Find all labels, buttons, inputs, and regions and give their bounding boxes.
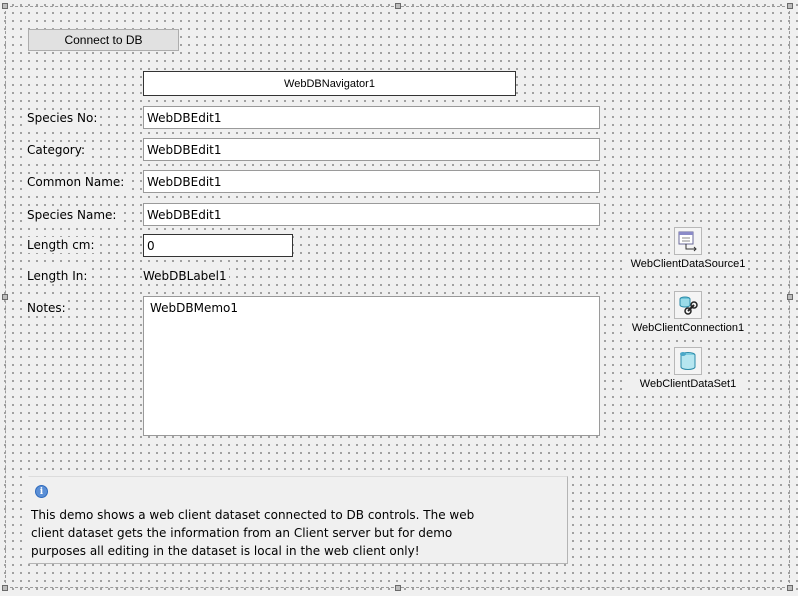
common-name-label: Common Name: (27, 175, 125, 189)
dataset-component[interactable] (628, 347, 748, 390)
connection-caption: WebClientConnection1 (628, 322, 748, 334)
datasource-icon (674, 227, 702, 255)
resize-handle-right[interactable] (787, 294, 793, 300)
species-no-label: Species No: (27, 111, 98, 125)
category-label: Category: (27, 143, 85, 157)
resize-handle-bottom-right[interactable] (787, 585, 793, 591)
connection-component[interactable] (628, 291, 748, 334)
resize-handle-top[interactable] (395, 3, 401, 9)
datasource-component[interactable] (628, 227, 748, 270)
species-name-field[interactable]: WebDBEdit1 (143, 203, 600, 226)
resize-handle-left[interactable] (2, 294, 8, 300)
notes-label: Notes: (27, 301, 66, 315)
info-icon: i (35, 485, 48, 498)
dataset-caption: WebClientDataSet1 (628, 378, 748, 390)
resize-handle-bottom[interactable] (395, 585, 401, 591)
length-in-value: WebDBLabel1 (143, 269, 227, 283)
info-text: This demo shows a web client dataset connected to DB controls. The web client dataset gets the information from an Client server but for demo purposes all editing in the dataset is local in the web client only! (31, 508, 475, 558)
datasource-caption: WebClientDataSource1 (628, 258, 748, 270)
species-no-field[interactable]: WebDBEdit1 (143, 106, 600, 129)
notes-memo[interactable]: WebDBMemo1 (143, 296, 600, 436)
connect-to-db-button[interactable]: Connect to DB (28, 29, 179, 51)
species-name-label: Species Name: (27, 208, 117, 222)
resize-handle-top-left[interactable] (2, 3, 8, 9)
length-cm-label: Length cm: (27, 238, 95, 252)
info-panel (28, 476, 568, 564)
length-cm-field[interactable]: 0 (143, 234, 293, 257)
db-navigator[interactable]: WebDBNavigator1 (143, 71, 516, 96)
category-field[interactable]: WebDBEdit1 (143, 138, 600, 161)
length-in-label: Length In: (27, 269, 88, 283)
dataset-icon (674, 347, 702, 375)
common-name-field[interactable]: WebDBEdit1 (143, 170, 600, 193)
resize-handle-top-right[interactable] (787, 3, 793, 9)
resize-handle-bottom-left[interactable] (2, 585, 8, 591)
connection-icon (674, 291, 702, 319)
